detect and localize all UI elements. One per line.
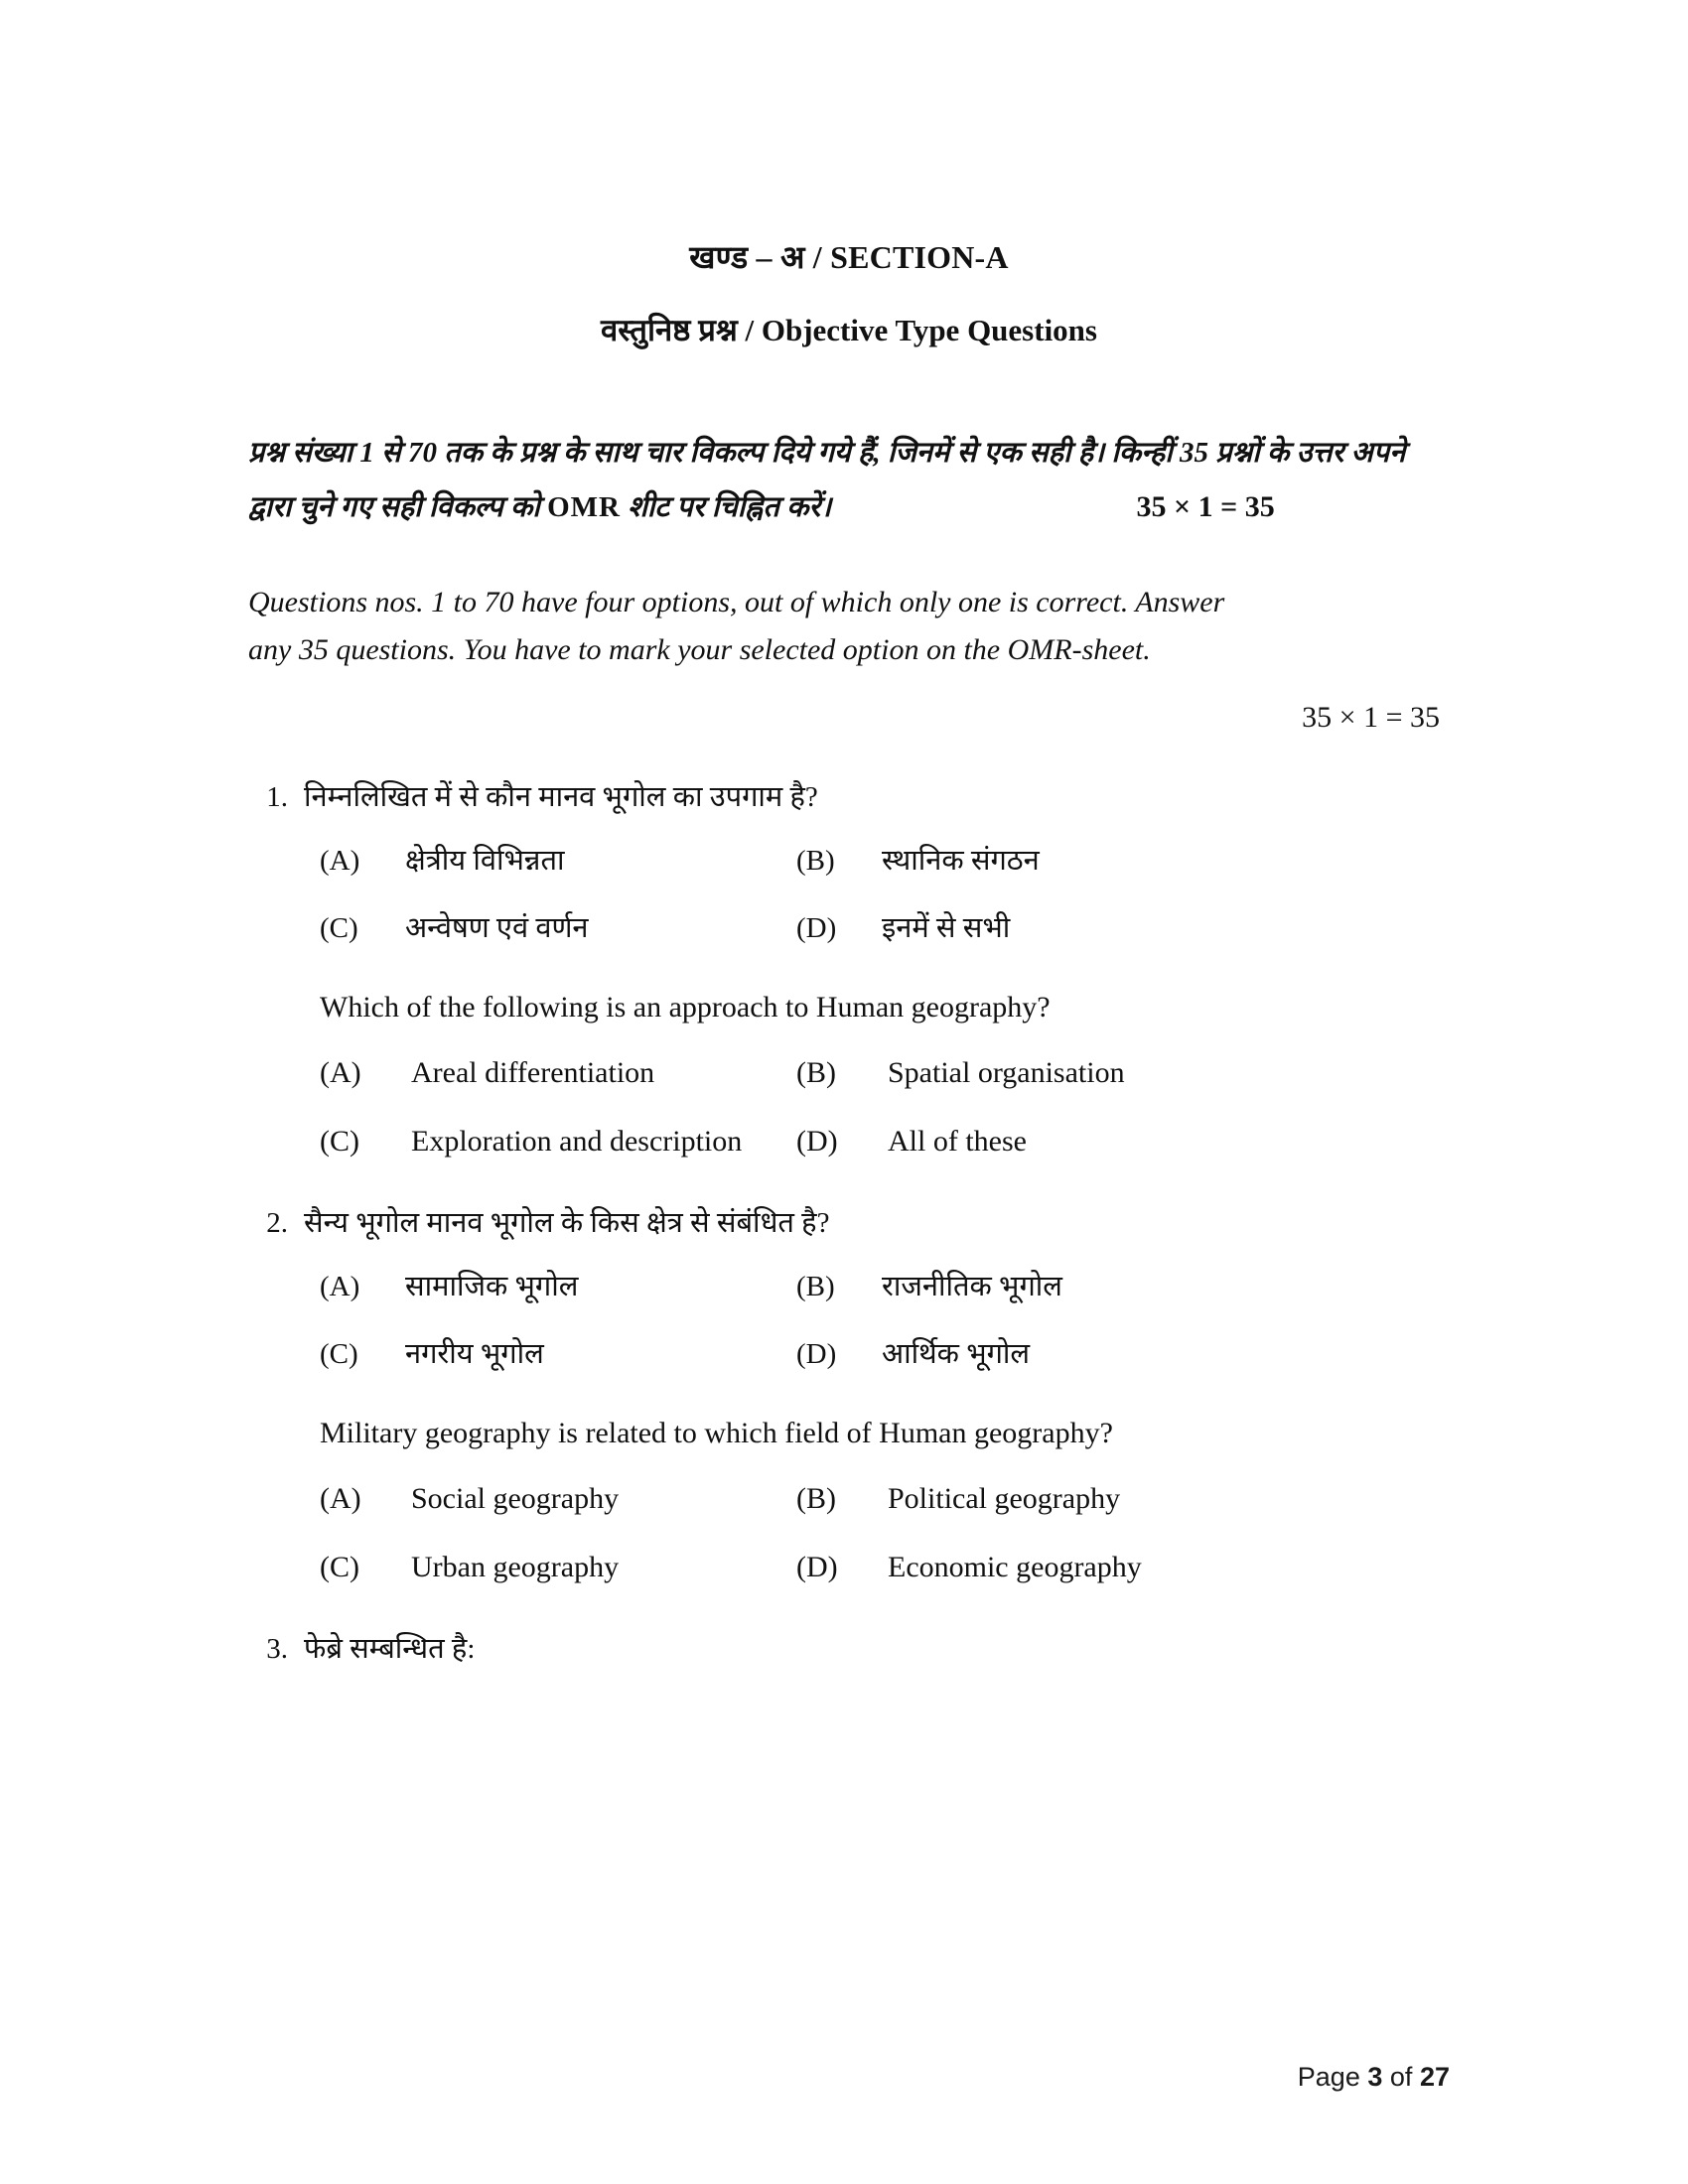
- option-label: (B): [796, 845, 835, 878]
- question-2-options-english: [320, 1479, 1450, 1586]
- section-subtitle: वस्तुनिष्ठ प्रश्न / Objective Type Questions: [600, 313, 1097, 348]
- instructions-english-line2: any 35 questions. You have to mark your selected option on the OMR-sheet.: [248, 633, 1151, 667]
- option-text: स्थानिक संगठन: [882, 845, 1040, 878]
- footer-total-pages: 27: [1419, 2062, 1450, 2092]
- option-text: Areal differentiation: [411, 1056, 655, 1090]
- option-text: Spatial organisation: [888, 1056, 1125, 1090]
- question-2-options-hindi: [320, 1269, 1450, 1373]
- option-text: Social geography: [411, 1482, 620, 1516]
- question-1-options-english: [320, 1053, 1450, 1160]
- option-label: (A): [320, 1482, 361, 1516]
- option-2-hi-d[interactable]: [796, 1336, 1273, 1374]
- option-label: (C): [320, 1337, 358, 1370]
- option-text: Exploration and description: [411, 1125, 743, 1159]
- question-1-stem-hindi-text: निम्नलिखित में से कौन मानव भूगोल का उपगाम है?: [304, 781, 818, 814]
- instructions-english-line1: Questions nos. 1 to 70 have four options, out of which only one is correct. Answer: [248, 585, 1225, 618]
- option-2-hi-b[interactable]: [796, 1269, 1273, 1306]
- option-text: Economic geography: [888, 1551, 1142, 1584]
- option-label: (B): [796, 1482, 836, 1516]
- question-1-stem-hindi: [248, 778, 1450, 817]
- option-1-en-d[interactable]: [796, 1122, 1273, 1160]
- option-text: इनमें से सभी: [882, 911, 1011, 944]
- footer-middle: of: [1389, 2062, 1413, 2092]
- instructions-hindi-omr: OMR: [547, 491, 621, 524]
- option-1-hi-c[interactable]: [320, 910, 796, 948]
- question-3-stem-hindi-text: फेब्रे सम्बन्धित है:: [304, 1633, 476, 1666]
- question-3-number: 3.: [266, 1633, 288, 1666]
- option-label: (C): [320, 1551, 359, 1584]
- option-2-hi-a[interactable]: [320, 1269, 796, 1306]
- section-title: खण्ड – अ / SECTION-A: [689, 239, 1009, 275]
- option-label: (C): [320, 1125, 359, 1159]
- option-1-hi-a[interactable]: [320, 843, 796, 881]
- option-label: (D): [796, 1125, 838, 1159]
- option-text: राजनीतिक भूगोल: [882, 1271, 1062, 1303]
- question-1-number: 1.: [266, 781, 288, 814]
- question-2: [248, 1204, 1450, 1586]
- option-2-en-b[interactable]: [796, 1479, 1273, 1518]
- option-1-en-b[interactable]: [796, 1053, 1273, 1092]
- question-1: [248, 778, 1450, 1160]
- option-label: (A): [320, 845, 360, 878]
- option-text: Political geography: [888, 1482, 1121, 1516]
- option-row: [320, 1336, 1450, 1374]
- option-text: नगरीय भूगोल: [405, 1337, 544, 1370]
- option-label: (A): [320, 1271, 360, 1303]
- question-2-stem-english: Military geography is related to which field of Human geography?: [320, 1416, 1113, 1449]
- option-label: (D): [796, 911, 837, 944]
- question-2-stem-hindi-text: सैन्य भूगोल मानव भूगोल के किस क्षेत्र से संबंधित है?: [304, 1207, 830, 1240]
- option-row: [320, 1479, 1450, 1518]
- option-label: (C): [320, 911, 358, 944]
- option-row: [320, 1122, 1450, 1160]
- question-2-number: 2.: [266, 1207, 288, 1240]
- option-text: All of these: [888, 1125, 1027, 1159]
- footer-current-page: 3: [1367, 2062, 1383, 2092]
- option-2-hi-c[interactable]: [320, 1336, 796, 1374]
- question-1-options-hindi: [320, 843, 1450, 947]
- option-label: (A): [320, 1056, 361, 1090]
- question-3-stem-hindi: [248, 1630, 1450, 1669]
- option-text: Urban geography: [411, 1551, 620, 1584]
- instructions-hindi: [248, 427, 1450, 535]
- page-footer: [1298, 2062, 1450, 2093]
- option-row: [320, 910, 1450, 948]
- option-1-hi-b[interactable]: [796, 843, 1273, 881]
- question-3: [248, 1630, 1450, 1669]
- option-1-en-c[interactable]: [320, 1122, 796, 1160]
- option-2-en-a[interactable]: [320, 1479, 796, 1518]
- option-row: [320, 843, 1450, 881]
- footer-prefix: Page: [1297, 2062, 1360, 2092]
- question-1-stem-english: Which of the following is an approach to Human geography?: [320, 990, 1051, 1024]
- instructions-english-marks: 35 × 1 = 35: [1302, 701, 1440, 735]
- option-row: [320, 1269, 1450, 1306]
- option-2-en-d[interactable]: [796, 1548, 1273, 1586]
- option-2-en-c[interactable]: [320, 1548, 796, 1586]
- option-text: अन्वेषण एवं वर्णन: [405, 911, 589, 944]
- option-text: आर्थिक भूगोल: [882, 1337, 1031, 1370]
- option-text: सामाजिक भूगोल: [405, 1271, 579, 1303]
- question-2-stem-hindi: [248, 1204, 1450, 1243]
- option-1-hi-d[interactable]: [796, 910, 1273, 948]
- option-label: (B): [796, 1271, 835, 1303]
- option-text: क्षेत्रीय विभिन्नता: [405, 845, 565, 878]
- instructions-hindi-marks: 35 × 1 = 35: [1136, 490, 1275, 524]
- instructions-english: [248, 579, 1450, 675]
- option-label: (B): [796, 1056, 836, 1090]
- option-label: (D): [796, 1337, 837, 1370]
- instructions-hindi-part2: शीट पर चिह्नित करें।: [628, 491, 832, 524]
- option-row: [320, 1053, 1450, 1092]
- option-label: (D): [796, 1551, 838, 1584]
- option-1-en-a[interactable]: [320, 1053, 796, 1092]
- instructions-hindi-part1: प्रश्न संख्या 1 से 70 तक के प्रश्न के साथ चार विकल्प दिये गये हैं, जिनमें से एक सही है। किन्हीं 35 प्रश्नों के उत्तर अपने द्वारा चुने गए सही विकल्प को: [248, 436, 1406, 524]
- option-row: [320, 1548, 1450, 1586]
